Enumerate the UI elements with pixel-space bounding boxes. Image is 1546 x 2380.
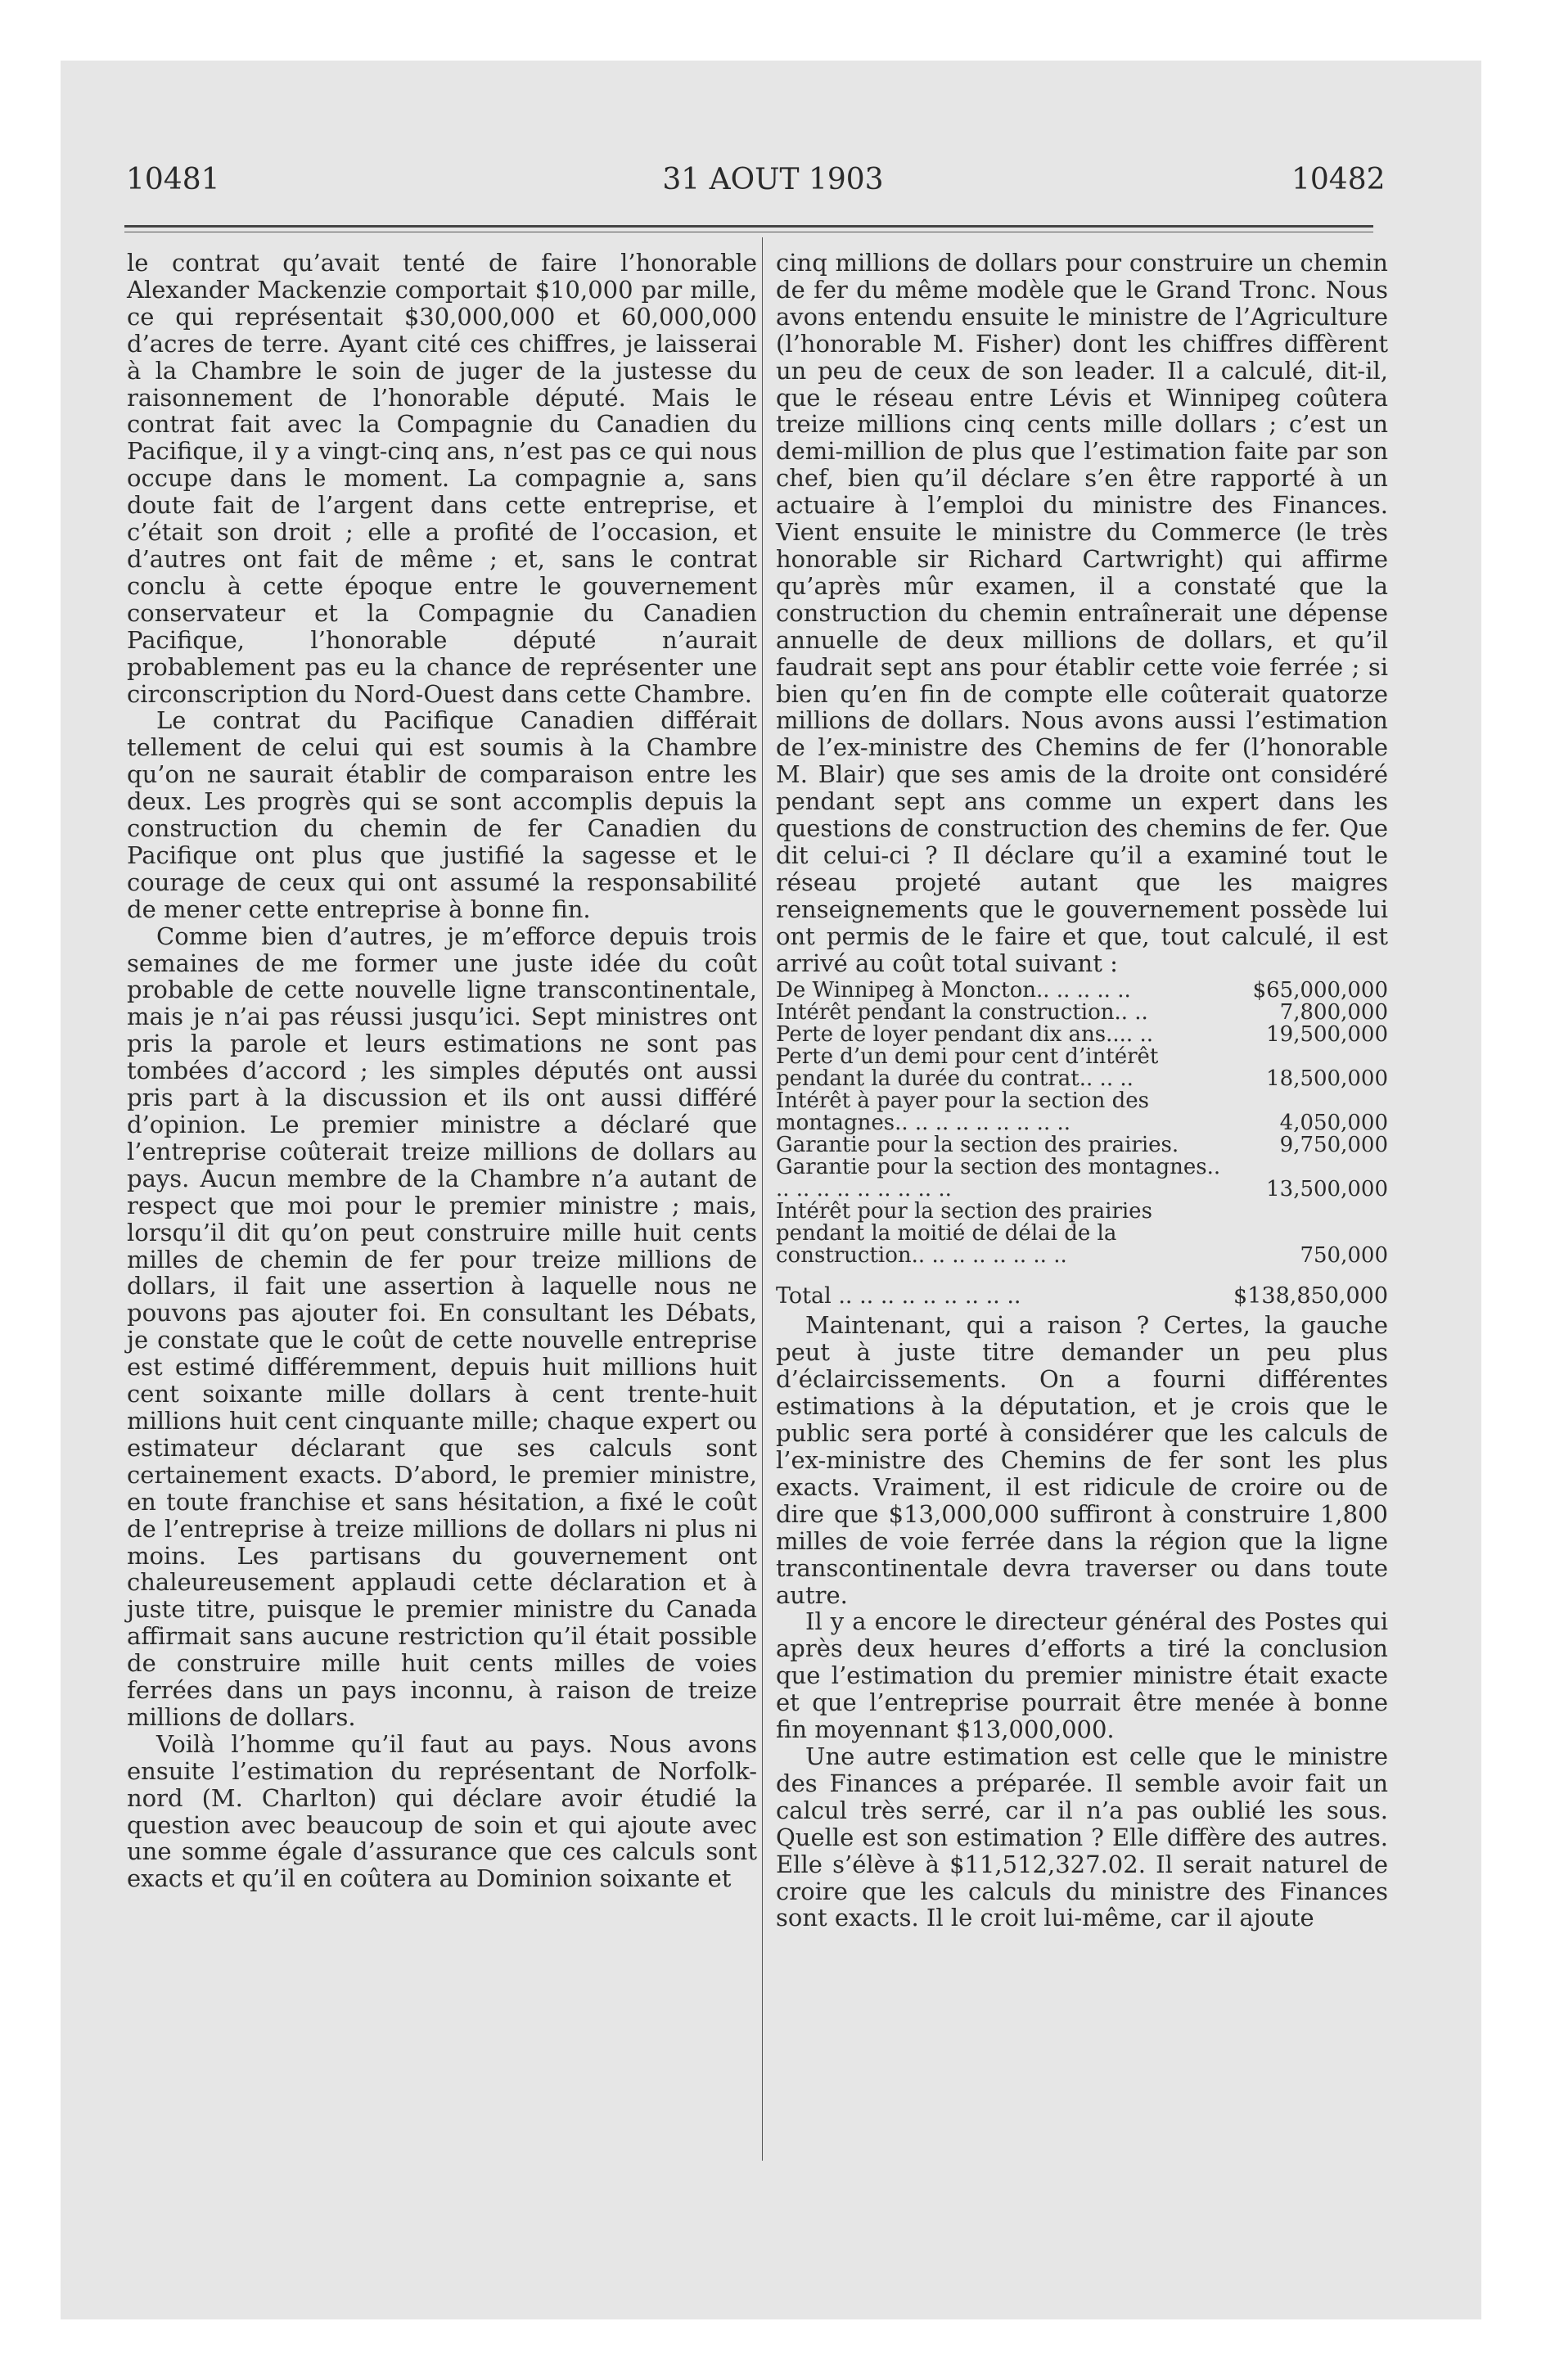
header-rule — [124, 225, 1373, 228]
table-amount: 7,800,000 — [1279, 1000, 1388, 1025]
table-row — [776, 1134, 1388, 1156]
table-amount: 9,750,000 — [1279, 1133, 1388, 1158]
paragraph: Maintenant, qui a raison ? Certes, la gauche peut à juste titre demander un peu plus d’éclaircissements. On a fourni différentes estimations à la députation, et je crois que le public sera porté à considérer que les calculs de l’ex-ministre des Chemins de fer sont les plus exacts. Vraiment, il est ridicule de croire ou de dire que $13,000,000 suffiront à construire 1,800 milles de voie ferrée dans la région que la ligne transcontinentale devra traverser ou dans toute autre. — [776, 1311, 1388, 1609]
paragraph: Voilà l’homme qu’il faut au pays. Nous avons ensuite l’estimation du représentant de Norfolk-nord (M. Charlton) qui déclare avoir étudié la question avec beaucoup de soin et qui ajoute avec une somme égale d’assurance que ces calculs sont exacts et qu’il en coûtera au Dominion soixante et — [127, 1729, 757, 1893]
table-item: Garantie pour la section des montagnes.. .. .. .. .. .. .. .. .. .. — [776, 1155, 1221, 1202]
table-amount: 4,050,000 — [1279, 1111, 1388, 1136]
table-item: Garantie pour la section des prairies. — [776, 1133, 1179, 1158]
paragraph: Une autre estimation est celle que le ministre des Finances a préparée. Il semble avoir fait un calcul très serré, car il n’a pas oublié les sous. Quelle est son estimation ? Elle diffère des autres. Elle s’élève à $11,512,327.02. Il serait naturel de croire que les calculs du ministre des Finances sont exacts. Il le croit lui-même, car il ajoute — [776, 1742, 1388, 1932]
column-divider — [762, 237, 763, 2161]
left-column — [127, 250, 757, 1892]
table-item: Intérêt pour la section des prairies pendant la moitié de délai de la construction.. .. .. .. .. .. .. .. — [776, 1199, 1152, 1269]
table-row — [776, 1201, 1388, 1267]
page-number-left: 10481 — [126, 163, 220, 196]
page-date-header: 31 AOUT 1903 — [662, 163, 884, 196]
right-column — [776, 250, 1388, 1931]
table-row — [776, 1002, 1388, 1024]
paragraph: cinq millions de dollars pour construire un chemin de fer du même modèle que le Grand Tronc. Nous avons entendu ensuite le ministre de l’Agriculture (l’honorable M. Fisher) dont les chiffres diffèrent un peu de ceux de son leader. Il a calculé, dit-il, que le réseau entre Lévis et Winnipeg coûtera treize millions cinq cents mille dollars ; c’est un demi-million de plus que l’estimation faite par son chef, bien qu’il déclare s’en être rapporté à un actuaire à l’emploi du ministre des Finances. Vient ensuite le ministre du Commerce (le très honorable sir Richard Cartwright) qui affirme qu’après mûr examen, il a constaté que la construction du chemin entraînerait une dépense annuelle de deux millions de dollars, et qu’il faudrait sept ans pour établir cette voie ferrée ; si bien qu’en fin de compte elle coûterait quatorze millions de dollars. Nous avons aussi l’estimation de l’ex-ministre des Chemins de fer (l’honorable M. Blair) que ses amis de la droite ont considéré pendant sept ans comme un expert dans les questions de construction des chemins de fer. Que dit celui-ci ? Il déclare qu’il a examiné tout le réseau projeté autant que les maigres renseignements que le gouvernement possède lui ont permis de le faire et que, tout calculé, il est arrivé au coût total suivant : — [776, 249, 1388, 977]
table-item: De Winnipeg à Moncton.. .. .. .. .. — [776, 978, 1131, 1003]
table-spacer — [776, 1267, 1388, 1285]
total-amount: $138,850,000 — [1233, 1283, 1388, 1309]
total-label: Total .. .. .. .. .. .. .. .. .. — [776, 1283, 1021, 1309]
table-amount: 13,500,000 — [1266, 1177, 1388, 1202]
paragraph: le contrat qu’avait tenté de faire l’honorable Alexander Mackenzie comportait $10,000 par mille, ce qui représentait $30,000,000 et 60,000,000 d’acres de terre. Ayant cité ces chiffres, je laisserai à la Chambre le soin de juger de la justesse du raisonnement de l’honorable député. Mais le contrat fait avec la Compagnie du Canadien du Pacifique, il y a vingt-cinq ans, n’est pas ce qui nous occupe dans le moment. La compagnie a, sans doute fait de l’argent dans cette entreprise, et c’était son droit ; elle a profité de l’occasion, et d’autres ont fait de même ; et, sans le contrat conclu à cette époque entre le gouvernement conservateur et la Compagnie du Canadien Pacifique, l’honorable député n’aurait probablement pas eu la chance de représenter une circonscription du Nord-Ouest dans cette Chambre. — [127, 249, 757, 708]
table-row — [776, 980, 1388, 1002]
table-amount: 750,000 — [1300, 1243, 1388, 1269]
table-amount: 19,500,000 — [1266, 1022, 1388, 1048]
page-number-right: 10482 — [1291, 163, 1386, 196]
table-row — [776, 1090, 1388, 1134]
table-item: Perte de loyer pendant dix ans.... .. — [776, 1022, 1153, 1048]
table-item: Intérêt à payer pour la section des montagnes.. .. .. .. .. .. .. .. .. — [776, 1089, 1149, 1136]
table-item: Intérêt pendant la construction.. .. — [776, 1000, 1148, 1025]
table-row — [776, 1156, 1388, 1201]
paragraph: Le contrat du Pacifique Canadien différait tellement de celui qui est soumis à la Chambre qu’on ne saurait établir de comparaison entre les deux. Les progrès qui se sont accomplis depuis la construction du chemin de fer Canadien du Pacifique ont plus que justifié la sagesse et le courage de ceux qui ont assumé la responsabilité de mener cette entreprise à bonne fin. — [127, 706, 757, 923]
table-amount: $65,000,000 — [1252, 978, 1388, 1003]
table-row — [776, 1024, 1388, 1046]
table-amount: 18,500,000 — [1266, 1066, 1388, 1092]
table-item: Perte d’un demi pour cent d’intérêt pendant la durée du contrat.. .. .. — [776, 1044, 1159, 1092]
cost-estimate-table — [776, 980, 1388, 1307]
table-total-row — [776, 1285, 1388, 1307]
table-row — [776, 1046, 1388, 1090]
paragraph: Comme bien d’autres, je m’efforce depuis trois semaines de me former une juste idée du coût probable de cette nouvelle ligne transcontinentale, mais je n’ai pas réussi jusqu’ici. Sept ministres ont pris la parole et leurs estimations ne sont pas tombées d’accord ; les simples députés ont aussi pris part à la discussion et ils ont aussi différé d’opinion. Le premier ministre a déclaré que l’entreprise coûterait treize millions de dollars au pays. Aucun membre de la Chambre n’a autant de respect que moi pour le premier ministre ; mais, lorsqu’il dit qu’on peut construire mille huit cents milles de chemin de fer pour treize millions de dollars, il fait une assertion à laquelle nous ne pouvons pas ajouter foi. En consultant les Débats, je constate que le coût de cette nouvelle entreprise est estimé différemment, depuis huit millions huit cent soixante mille dollars à cent trente-huit millions huit cent cinquante mille; chaque expert ou estimateur déclarant que ses calculs sont certainement exacts. D’abord, le premier ministre, en toute franchise et sans hésitation, a fixé le coût de l’entreprise à treize millions de dollars ni plus ni moins. Les partisans du gouvernement ont chaleureusement applaudi cette déclaration et à juste titre, puisque le premier ministre du Canada affirmait sans aucune restriction qu’il était possible de construire mille huit cents milles de voies ferrées dans un pays inconnu, à raison de treize millions de dollars. — [127, 922, 757, 1731]
paragraph: Il y a encore le directeur général des Postes qui après deux heures d’efforts a tiré la conclusion que l’estimation du premier ministre était exacte et que l’entreprise pourrait être menée à bonne fin moyennant $13,000,000. — [776, 1607, 1388, 1744]
